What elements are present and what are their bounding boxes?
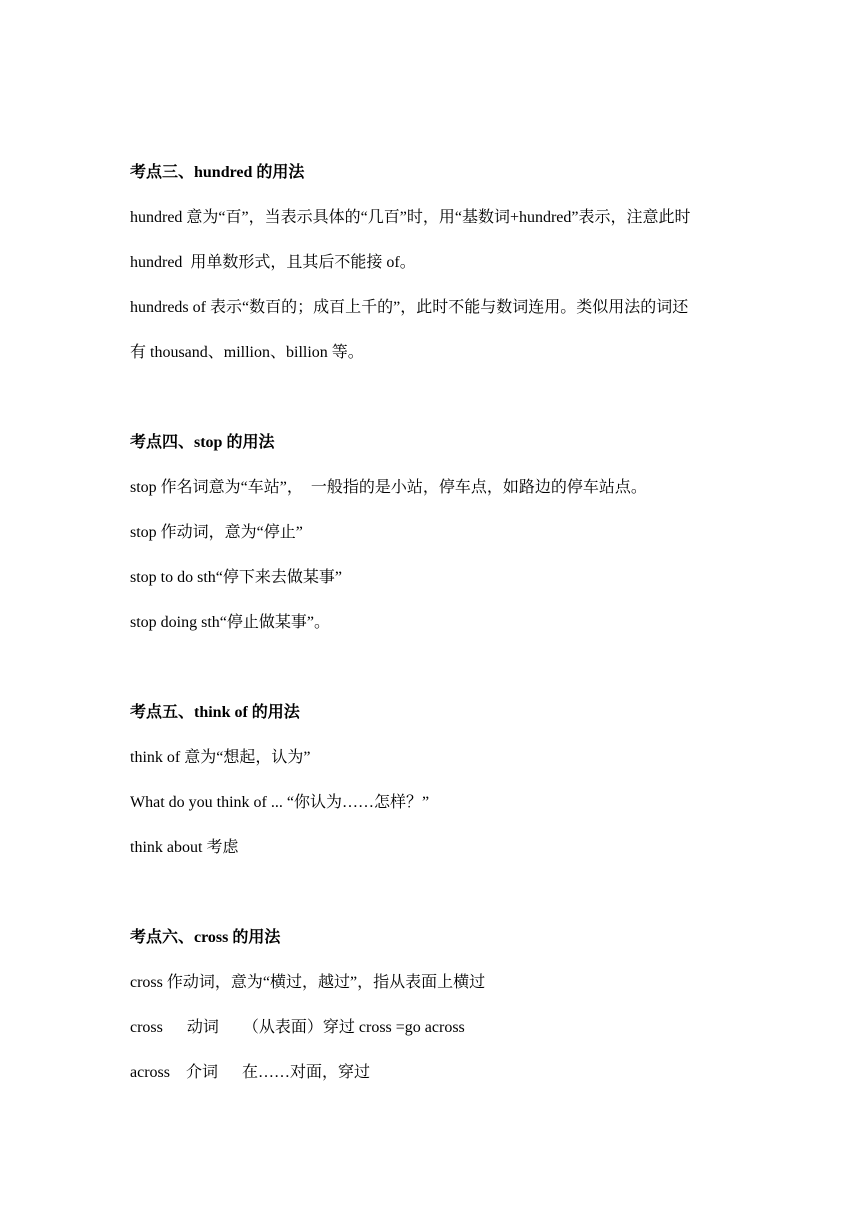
paragraph-line: hundreds of 表示“数百的；成百上千的”，此时不能与数词连用。类似用法的词还	[130, 299, 689, 316]
paragraph-line: What do you think of ... “你认为……怎样？”	[130, 794, 430, 811]
paragraph-line: stop doing sth“停止做某事”。	[130, 614, 330, 631]
paragraph-line: think about 考虑	[130, 839, 239, 856]
section-heading-hundred: 考点三、hundred 的用法	[130, 164, 305, 181]
paragraph-line: cross 作动词，意为“横过，越过”，指从表面上横过	[130, 974, 486, 991]
paragraph-line: cross 动词 （从表面）穿过 cross =go across	[130, 1019, 465, 1036]
paragraph-line: stop 作名词意为“车站”， 一般指的是小站，停车点，如路边的停车站点。	[130, 479, 647, 496]
section-heading-stop: 考点四、stop 的用法	[130, 434, 275, 451]
paragraph-line: 有 thousand、million、billion 等。	[130, 344, 364, 361]
paragraph-line: think of 意为“想起，认为”	[130, 749, 311, 766]
paragraph-line: hundred 意为“百”，当表示具体的“几百”时，用“基数词+hundred”表示，注意此时	[130, 209, 691, 226]
paragraph-line: across 介词 在……对面，穿过	[130, 1064, 370, 1081]
section-heading-think-of: 考点五、think of 的用法	[130, 704, 300, 721]
section-heading-cross: 考点六、cross 的用法	[130, 929, 281, 946]
paragraph-line: stop 作动词，意为“停止”	[130, 524, 303, 541]
paragraph-line: hundred 用单数形式，且其后不能接 of。	[130, 254, 416, 271]
paragraph-line: stop to do sth“停下来去做某事”	[130, 569, 342, 586]
